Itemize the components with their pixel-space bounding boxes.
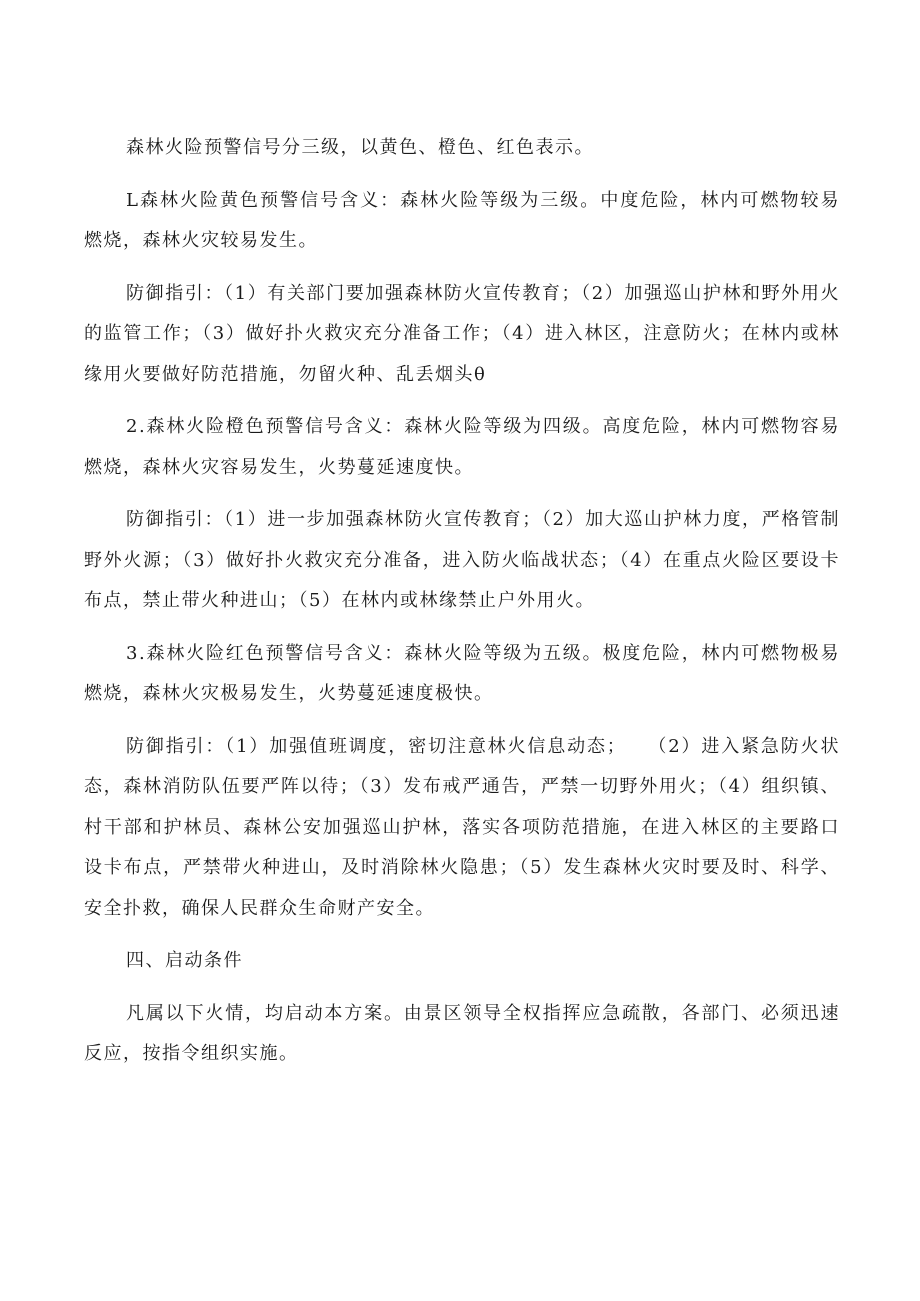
paragraph-warning-levels: 森林火险预警信号分三级，以黄色、橙色、红色表示。 [126,137,594,158]
paragraph-yellow-warning: L森林火险黄色预警信号含义：森林火险等级为三级。中度危险，林内可燃物较易燃烧，森林火灾较易发生。 [84,189,840,251]
paragraph-orange-warning: 2.森林火险橙色预警信号含义：森林火险等级为四级。高度危险，林内可燃物容易燃烧，森林火灾容易发生，火势蔓延速度快。 [84,416,840,478]
paragraph-red-guidance: 防御指引：（1）加强值班调度，密切注意林火信息动态； （2）进入紧急防火状态，森林消防队伍要严阵以待；（3）发布戒严通告，严禁一切野外用火；（4）组织镇、村干部和护林员、森林公安加强巡山护林，落实各项防范措施，在进入林区的主要路口设卡布点，严禁带火种进山，及时消除林火隐患；（5）发生森林火灾时要及时、科学、安全扑救，确保人民群众生命财产安全。 [84,735,840,919]
section-heading: 四、启动条件 [126,950,243,971]
paragraph-orange-guidance: 防御指引：（1）进一步加强森林防火宣传教育；（2）加大巡山护林力度，严格管制野外火源；（3）做好扑火救灾充分准备，进入防火临战状态；（4）在重点火险区要设卡布点，禁止带火种进山；（5）在林内或林缘禁止户外用火。 [84,509,840,611]
paragraph-red-warning: 3.森林火险红色预警信号含义：森林火险等级为五级。极度危险，林内可燃物极易燃烧，森林火灾极易发生，火势蔓延速度极快。 [84,642,840,704]
document-body [84,128,840,1087]
paragraph-activation-conditions: 凡属以下火情，均启动本方案。由景区领导全权指挥应急疏散，各部门、必须迅速反应，按指令组织实施。 [84,1002,840,1064]
paragraph-yellow-guidance: 防御指引：（1）有关部门要加强森林防火宣传教育；（2）加强巡山护林和野外用火的监管工作；（3）做好扑火救灾充分准备工作；（4）进入林区，注意防火；在林内或林缘用火要做好防范措施，勿留火种、乱丢烟头θ [84,282,840,385]
